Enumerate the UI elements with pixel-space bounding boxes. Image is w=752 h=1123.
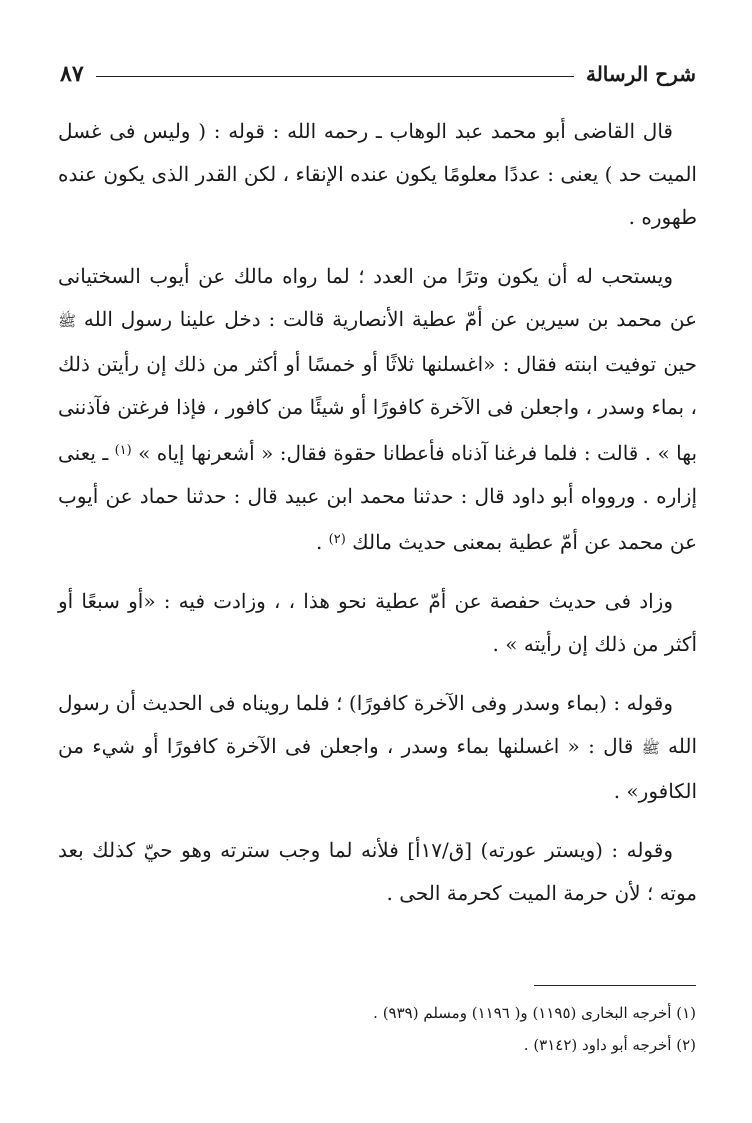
paragraph-1: قال القاضى أبو محمد عبد الوهاب ـ رحمه الله : قوله : ( وليس فى غسل الميت حد ) يعنى : عددًا معلومًا يكون عنده الإنقاء ، لكن القدر الذى يكون عنده طهوره . — [58, 119, 697, 229]
footnotes — [60, 997, 696, 1061]
footnote-2: (٢) أخرجه أبو داود (٣١٤٢) . — [523, 1036, 696, 1054]
footnote-ref-1[interactable]: (١) — [114, 443, 132, 458]
running-title: شرح الرسالة — [585, 62, 696, 86]
paragraph-2-part-c: ـ يعنى إزاره . وروواه أبو داود قال : حدثنا محمد ابن عبيد قال : حدثنا حماد عن أيوب عن محمد عن أمّ عطية بمعنى حديث مالك — [58, 441, 697, 554]
paragraph-2 — [58, 255, 697, 564]
header-rule — [96, 76, 574, 77]
salawat-symbol: ﷺ — [58, 312, 77, 330]
footnote-1: (١) أخرجه البخارى (١١٩٥) و( ١١٩٦) ومسلم (٩٣٩) . — [373, 1004, 696, 1022]
paragraph-2-part-b: حين توفيت ابنته فقال : «اغسلنها ثلاثًا أو خمسًا أو أكثر من ذلك إن رأيتن ذلك ، بماء وسدر ، واجعلن فى الآخرة كافورًا أو شيئًا من كافور ، فإذا فرغتن فآذننى بها » . قالت : فلما فرغنا آذناه فأعطانا حقوة فقال: « أشعرنها إياه » — [58, 352, 698, 465]
page-header — [60, 58, 696, 90]
footnote-separator — [534, 985, 696, 986]
main-text — [58, 110, 697, 915]
salawat-symbol: ﷺ — [641, 739, 660, 757]
paragraph-2-part-a: ويستحب له أن يكون وترًا من العدد ؛ لما رواه مالك عن أيوب السختيانى عن محمد بن سيرين عن أمّ عطية الأنصارية قالت : دخل علينا رسول الله — [58, 264, 698, 331]
paragraph-2-part-d: . — [315, 530, 323, 554]
paragraph-4-part-a: وقوله : (بماء وسدر وفى الآخرة كافورًا) ؛ فلما رويناه فى الحديث أن رسول الله — [58, 691, 698, 758]
paragraph-4 — [58, 682, 697, 813]
page-number: ٨٧ — [60, 61, 84, 87]
paragraph-4-part-b: قال : « اغسلنها بماء وسدر ، واجعلن فى الآخرة كافورًا أو شيء من الكافور» . — [58, 734, 697, 803]
paragraph-5: وقوله : (ويستر عورته) [ق/١٧أ] فلأنه لما وجب سترته وهو حيّ كذلك بعد موته ؛ لأن حرمة الميت كحرمة الحى . — [58, 838, 697, 905]
footnote-ref-2[interactable]: (٢) — [328, 532, 346, 547]
paragraph-3: وزاد فى حديث حفصة عن أمّ عطية نحو هذا ، ، وزادت فيه : «أو سبعًا أو أكثر من ذلك إن رأيته » . — [58, 589, 697, 656]
